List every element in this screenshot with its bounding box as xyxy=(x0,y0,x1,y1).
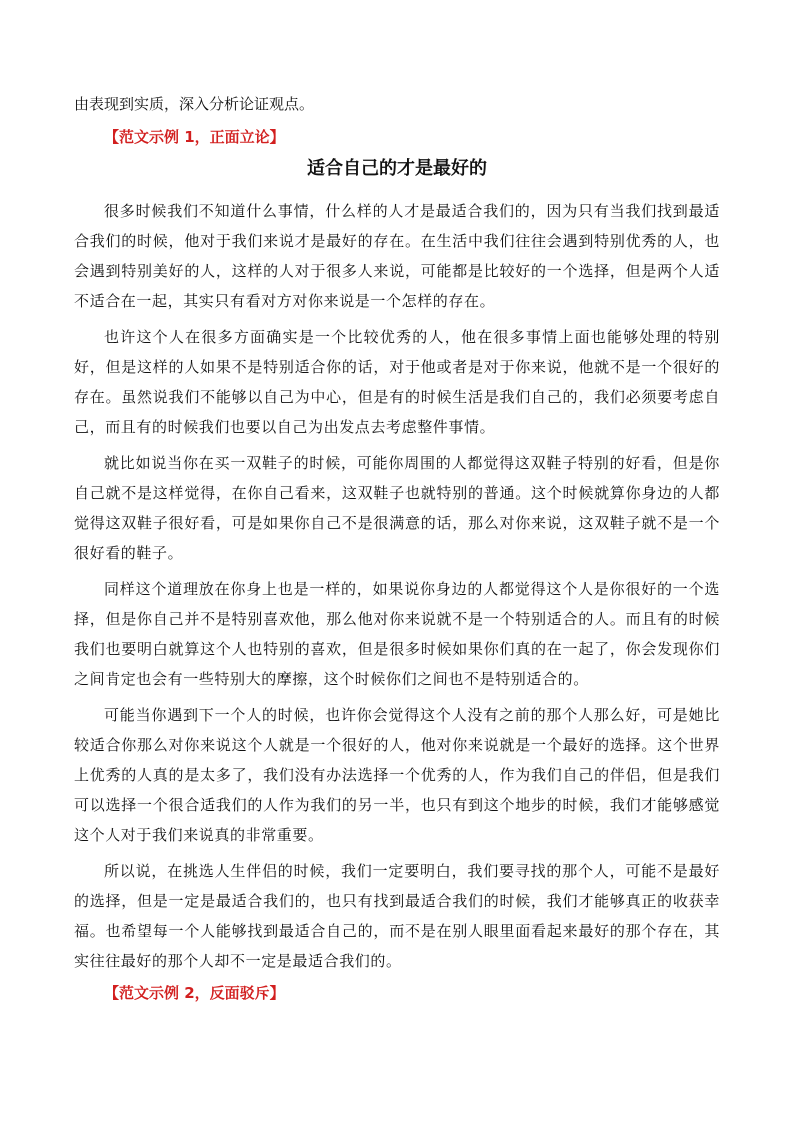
essay-paragraph-6: 所以说，在挑选人生伴侣的时候，我们一定要明白，我们要寻找的那个人，可能不是最好的选择，但是一定是最适合我们的，也只有找到最适合我们的时候，我们才能够真正的收获幸福。也希望每一个人能够找到最适合自己的，而不是在别人眼里面看起来最好的那个存在，其实往往最好的那个人却不一定是最适合我们的。 xyxy=(74,862,720,970)
essay-paragraph-4: 同样这个道理放在你身上也是一样的，如果说你身边的人都觉得这个人是你很好的一个选择，但是你自己并不是特别喜欢他，那么他对你来说就不是一个特别适合的人。而且有的时候我们也要明白就算这个人也特别的喜欢，但是很多时候如果你们真的在一起了，你会发现你们之间肯定也会有一些特别大的摩擦，这个时候你们之间也不是特别适合的。 xyxy=(74,580,720,688)
essay-paragraph-3: 就比如说当你在买一双鞋子的时候，可能你周围的人都觉得这双鞋子特别的好看，但是你自己就不是这样觉得，在你自己看来，这双鞋子也就特别的普通。这个时候就算你身边的人都觉得这双鞋子很好看，可是如果你自己不是很满意的话，那么对你来说，这双鞋子就不是一个很好看的鞋子。 xyxy=(74,454,720,562)
sample-2-label: 【范文示例 2，反面驳斥】 xyxy=(104,984,285,1002)
document-page xyxy=(74,92,720,1012)
essay-title: 适合自己的才是最好的 xyxy=(307,158,487,179)
essay-paragraph-5: 可能当你遇到下一个人的时候，也许你会觉得这个人没有之前的那个人那么好，可是她比较适合你那么对你来说这个人就是一个很好的人，他对你来说就是一个最好的选择。这个世界上优秀的人真的是太多了，我们没有办法选择一个优秀的人，作为我们自己的伴侣，但是我们可以选择一个很合适我们的人作为我们的另一半，也只有到这个地步的时候，我们才能够感觉这个人对于我们来说真的非常重要。 xyxy=(74,706,720,844)
intro-line: 由表现到实质，深入分析论证观点。 xyxy=(74,95,315,113)
essay-paragraph-2: 也许这个人在很多方面确实是一个比较优秀的人，他在很多事情上面也能够处理的特别好，但是这样的人如果不是特别适合你的话，对于他或者是对于你来说，他就不是一个很好的存在。虽然说我们不能够以自己为中心，但是有的时候生活是我们自己的，我们必须要考虑自己，而且有的时候我们也要以自己为出发点去考虑整件事情。 xyxy=(74,328,720,436)
sample-1-label: 【范文示例 1，正面立论】 xyxy=(104,128,285,146)
essay-paragraph-1: 很多时候我们不知道什么事情，什么样的人才是最适合我们的，因为只有当我们找到最适合我们的时候，他对于我们来说才是最好的存在。在生活中我们往往会遇到特别优秀的人，也会遇到特别美好的人，这样的人对于很多人来说，可能都是比较好的一个选择，但是两个人适不适合在一起，其实只有看对方对你来说是一个怎样的存在。 xyxy=(74,202,720,310)
